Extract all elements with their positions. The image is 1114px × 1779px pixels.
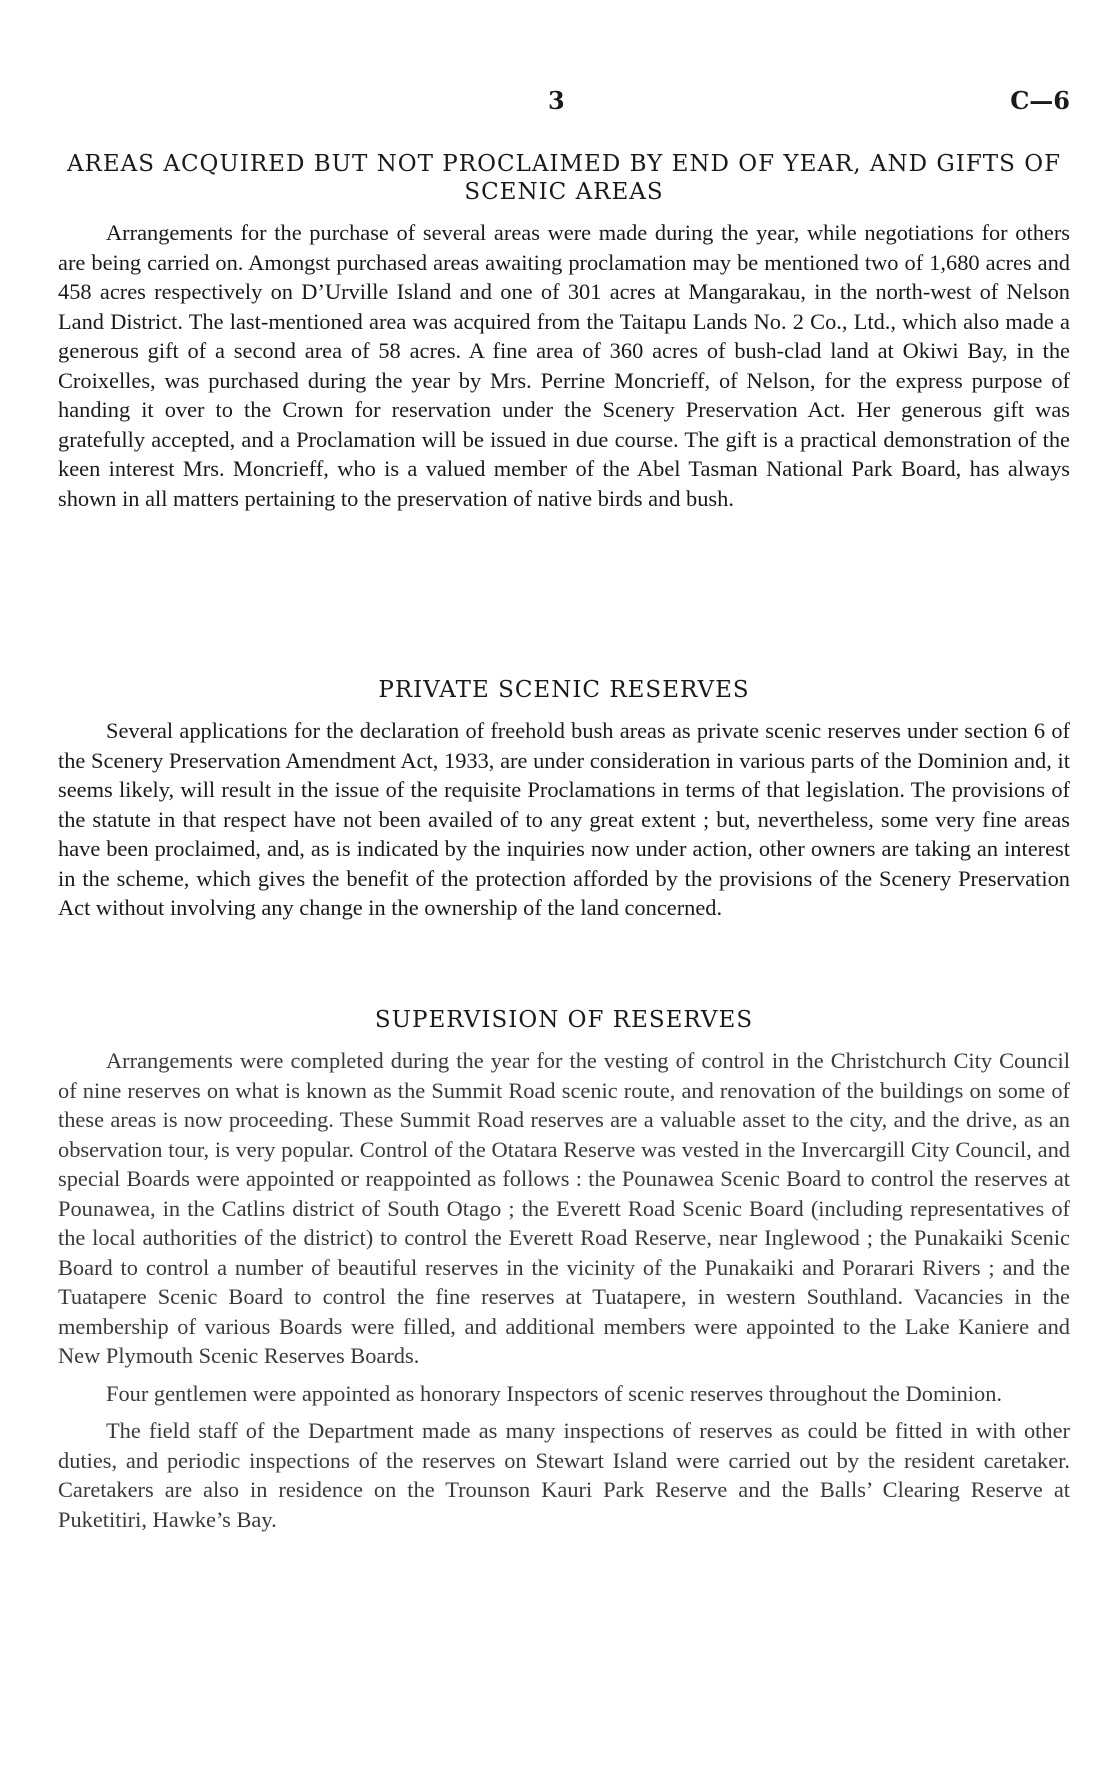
page-header [58, 86, 1070, 126]
section-heading: PRIVATE SCENIC RESERVES [378, 677, 750, 703]
section-heading: SUPERVISION OF RESERVES [374, 1007, 754, 1033]
section-private-scenic-reserves [58, 676, 1070, 923]
section-paragraph: Several applications for the declaration of freehold bush areas as private scenic reserves under section 6 of the Scenery Preservation Amendment Act, 1933, are under consideration in various parts of the Dominion and, it seems likely, will result in the issue of the requisite Proclamations in terms of that legislation. The provisions of the statute in that respect have not been availed of to any great extent ; but, nevertheless, some very fine areas have been proclaimed, and, as is indicated by the inquiries now under action, other owners are taking an interest in the scheme, which gives the benefit of the protection afforded by the provisions of the Scenery Preservation Act without involving any change in the ownership of the land concerned. [58, 718, 1070, 920]
section-areas-acquired [58, 150, 1070, 513]
section-paragraph: Arrangements for the purchase of several areas were made during the year, while negotiations for others are being carried on. Amongst purchased areas awaiting proclamation may be mentioned two of 1,680 acres and 458 acres respectively on D’Urville Island and one of 301 acres at Mangarakau, in the north-west of Nelson Land District. The last-mentioned area was acquired from the Taitapu Lands No. 2 Co., Ltd., which also made a generous gift of a second area of 58 acres. A fine area of 360 acres of bush-clad land at Okiwi Bay, in the Croixelles, was purchased during the year by Mrs. Perrine Moncrieff, of Nelson, for the express purpose of handing it over to the Crown for reservation under the Scenery Preservation Act. Her generous gift was gratefully accepted, and a Proclamation will be issued in due course. The gift is a practical demonstration of the keen interest Mrs. Moncrieff, who is a valued member of the Abel Tasman National Park Board, has always shown in all matters pertaining to the preservation of native birds and bush. [58, 220, 1070, 511]
section-heading: AREAS ACQUIRED BUT NOT PROCLAIMED BY END OF YEAR, AND GIFTS OF SCENIC AREAS [66, 151, 1062, 205]
section-paragraph: The field staff of the Department made as many inspections of reserves as could be fitted in with other duties, and periodic inspections of the reserves on Stewart Island were carried out by the resident caretaker. Caretakers are also in residence on the Trounson Kauri Park Reserve and the Balls’ Clearing Reserve at Puketitiri, Hawke’s Bay. [58, 1418, 1070, 1532]
section-paragraph: Four gentlemen were appointed as honorary Inspectors of scenic reserves throughout the Dominion. [106, 1380, 1002, 1406]
section-supervision-of-reserves [58, 1006, 1070, 1534]
page-number: 3 [548, 86, 565, 115]
section-paragraph: Arrangements were completed during the year for the vesting of control in the Christchurch City Council of nine reserves on what is known as the Summit Road scenic route, and renovation of the buildings on some of these areas is now proceeding. These Summit Road reserves are a valuable asset to the city, and the drive, as an observation tour, is very popular. Control of the Otatara Reserve was vested in the Invercargill City Council, and special Boards were appointed or reappointed as follows : the Pounawea Scenic Board to control the reserves at Pounawea, in the Catlins district of South Otago ; the Everett Road Scenic Board (including representatives of the local authorities of the district) to control the Everett Road Reserve, near Inglewood ; the Punakaiki Scenic Board to control a number of beautiful reserves in the vicinity of the Punakaiki and Porarari Rivers ; and the Tuatapere Scenic Board to control the fine reserves at Tuatapere, in western Southland. Vacancies in the membership of various Boards were filled, and additional members were appointed to the Lake Kaniere and New Plymouth Scenic Reserves Boards. [58, 1048, 1070, 1368]
document-code: C—6 [1010, 86, 1070, 115]
